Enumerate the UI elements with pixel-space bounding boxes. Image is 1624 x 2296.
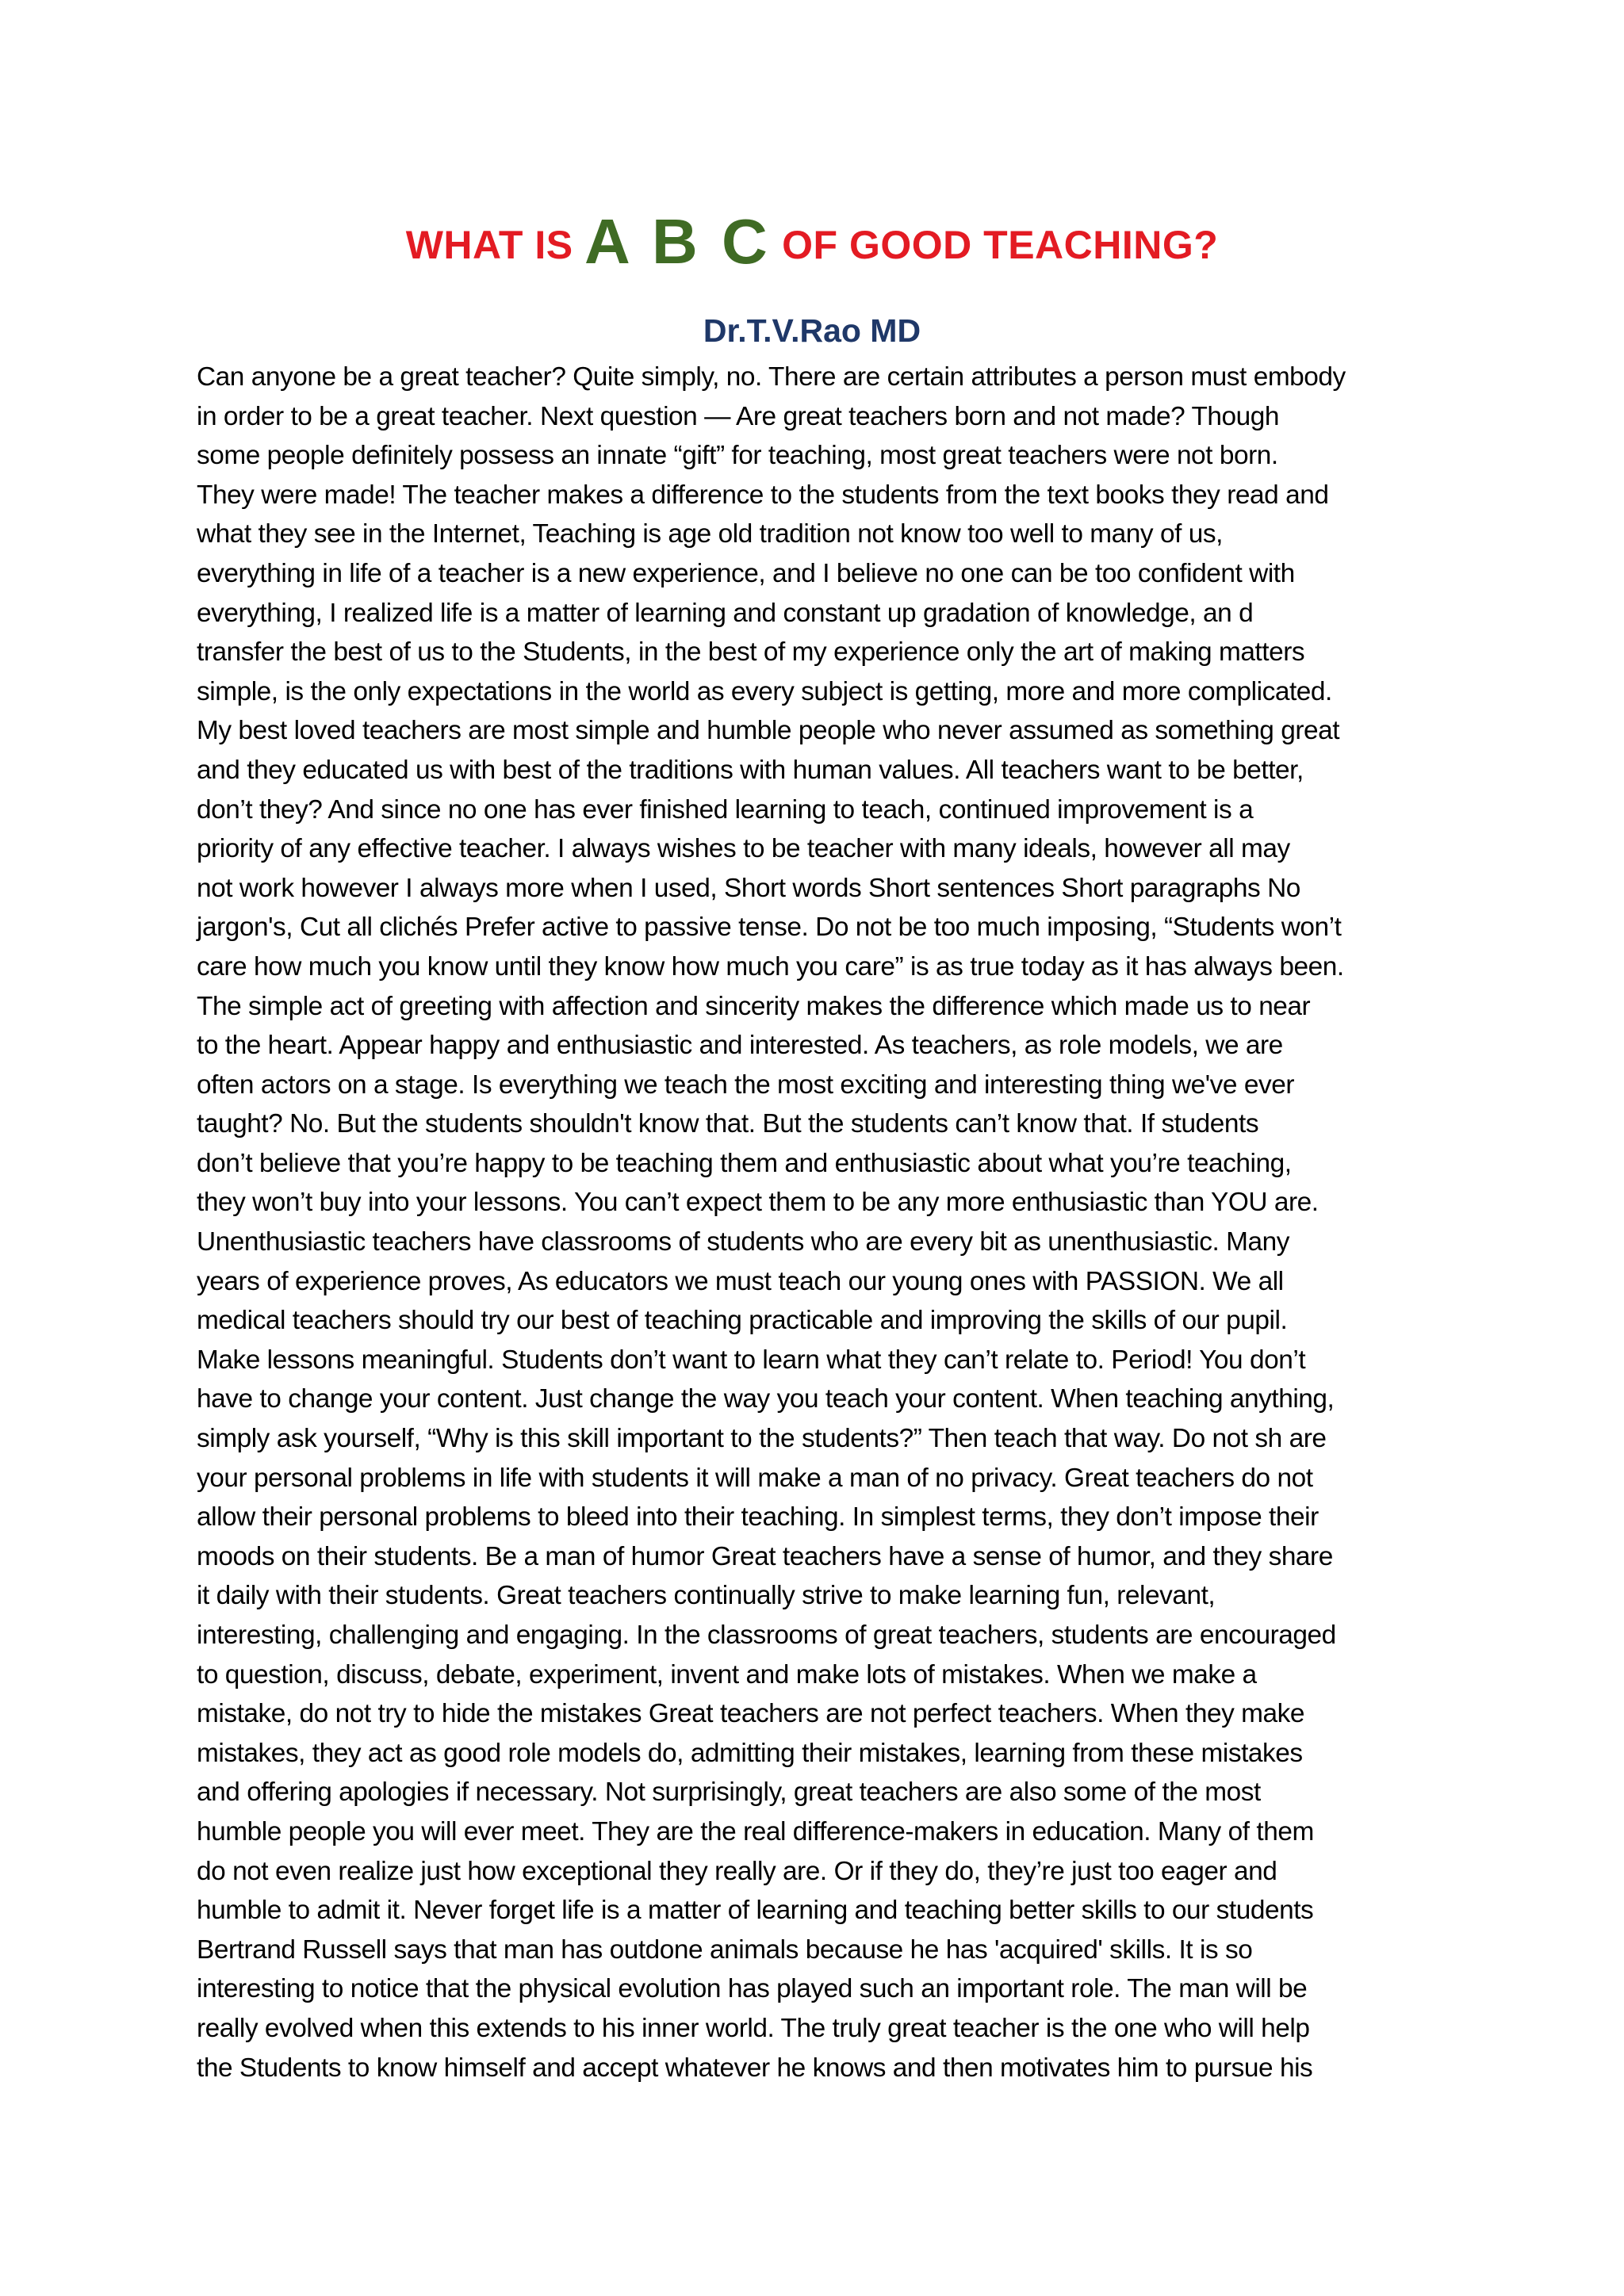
body-text-line: not work however I always more when I used, Short words Short sentences Short paragraphs No: [197, 873, 1300, 903]
body-text-line: to question, discuss, debate, experiment, invent and make lots of mistakes. When we make a: [197, 1659, 1257, 1689]
body-text-line: it daily with their students. Great teachers continually strive to make learning fun, relevant,: [197, 1581, 1216, 1611]
body-text-line: priority of any effective teacher. I always wishes to be teacher with many ideals, however all may: [197, 834, 1290, 864]
body-text-line: allow their personal problems to bleed into their teaching. In simplest terms, they don’t impose their: [197, 1502, 1319, 1533]
title-prefix: WHAT IS: [405, 223, 584, 267]
body-text-line: to the heart. Appear happy and enthusiastic and interested. As teachers, as role models, we are: [197, 1031, 1283, 1061]
body-text-line: humble people you will ever meet. They are the real difference-makers in education. Many of them: [197, 1816, 1314, 1846]
body-text-line: and offering apologies if necessary. Not surprisingly, great teachers are also some of the most: [197, 1777, 1261, 1808]
body-text-line: The simple act of greeting with affection and sincerity makes the difference which made us to near: [197, 991, 1311, 1021]
body-text-line: really evolved when this extends to his inner world. The truly great teacher is the one who will help: [197, 2013, 1310, 2043]
body-text-line: They were made! The teacher makes a difference to the students from the text books they read and: [197, 480, 1329, 510]
body-text-line: in order to be a great teacher. Next question — Are great teachers born and not made? Though: [197, 401, 1280, 431]
document-title: [0, 202, 1624, 285]
body-text-line: simple, is the only expectations in the world as every subject is getting, more and more complicated.: [197, 676, 1332, 706]
body-text-line: interesting to notice that the physical evolution has played such an important role. The man will be: [197, 1974, 1308, 2004]
title-abc-letters: A B C: [584, 206, 771, 277]
body-text-line: everything, I realized life is a matter of learning and constant up gradation of knowledge, an d: [197, 598, 1254, 628]
body-text-line: have to change your content. Just change the way you teach your content. When teaching anything,: [197, 1384, 1335, 1414]
body-text-line: interesting, challenging and engaging. In the classrooms of great teachers, students are encouraged: [197, 1621, 1336, 1650]
body-text-line: often actors on a stage. Is everything we teach the most exciting and interesting thing we've ever: [197, 1070, 1295, 1100]
body-text-line: don’t believe that you’re happy to be teaching them and enthusiastic about what you’re teaching,: [197, 1148, 1292, 1178]
body-text-line: Unenthusiastic teachers have classrooms of students who are every bit as unenthusiastic. Many: [197, 1227, 1289, 1257]
body-text-line: care how much you know until they know how much you care” is as true today as it has always been.: [197, 951, 1344, 982]
body-text-line: the Students to know himself and accept whatever he knows and then motivates him to pursue his: [197, 2053, 1313, 2083]
body-text-line: years of experience proves, As educators we must teach our young ones with PASSION. We all: [197, 1266, 1284, 1296]
body-text-line: simply ask yourself, “Why is this skill important to the students?” Then teach that way. Do not sh are: [197, 1424, 1327, 1454]
body-text-line: medical teachers should try our best of teaching practicable and improving the skills of our pupil.: [197, 1306, 1288, 1336]
body-text-line: Can anyone be a great teacher? Quite simply, no. There are certain attributes a person must embody: [197, 362, 1346, 392]
body-text-line: Make lessons meaningful. Students don’t want to learn what they can’t relate to. Period! You don’t: [197, 1345, 1306, 1375]
body-text-line: jargon's, Cut all clichés Prefer active to passive tense. Do not be too much imposing, “Students won’t: [197, 913, 1342, 943]
body-text-line: some people definitely possess an innate “gift” for teaching, most great teachers were not born.: [197, 441, 1278, 471]
body-text-line: everything in life of a teacher is a new experience, and I believe no one can be too confident with: [197, 558, 1295, 588]
body-text-line: mistakes, they act as good role models do, admitting their mistakes, learning from these mistakes: [197, 1738, 1303, 1768]
author-name: Dr.T.V.Rao MD: [703, 312, 921, 349]
body-text-line: moods on their students. Be a man of humor Great teachers have a sense of humor, and they share: [197, 1541, 1333, 1571]
body-text-line: transfer the best of us to the Students, in the best of my experience only the art of making matters: [197, 637, 1305, 668]
body-text-line: taught? No. But the students shouldn't know that. But the students can’t know that. If students: [197, 1109, 1259, 1139]
title-suffix: OF GOOD TEACHING?: [770, 223, 1219, 267]
body-text-line: your personal problems in life with students it will make a man of no privacy. Great teachers do not: [197, 1463, 1313, 1493]
body-text: [197, 358, 1434, 2087]
body-text-line: don’t they? And since no one has ever finished learning to teach, continued improvement is a: [197, 794, 1254, 825]
body-text-line: My best loved teachers are most simple and humble people who never assumed as something great: [197, 716, 1340, 746]
body-text-line: and they educated us with best of the traditions with human values. All teachers want to be better,: [197, 755, 1304, 785]
body-text-line: Bertrand Russell says that man has outdone animals because he has 'acquired' skills. It is so: [197, 1934, 1253, 1965]
body-text-line: do not even realize just how exceptional they really are. Or if they do, they’re just too eager and: [197, 1856, 1277, 1886]
body-text-line: humble to admit it. Never forget life is a matter of learning and teaching better skills to our students: [197, 1896, 1314, 1926]
body-text-line: mistake, do not try to hide the mistakes Great teachers are not perfect teachers. When they make: [197, 1699, 1304, 1729]
body-text-line: what they see in the Internet, Teaching is age old tradition not know too well to many of us,: [197, 519, 1223, 549]
body-text-line: they won’t buy into your lessons. You can’t expect them to be any more enthusiastic than YOU are.: [197, 1188, 1319, 1218]
